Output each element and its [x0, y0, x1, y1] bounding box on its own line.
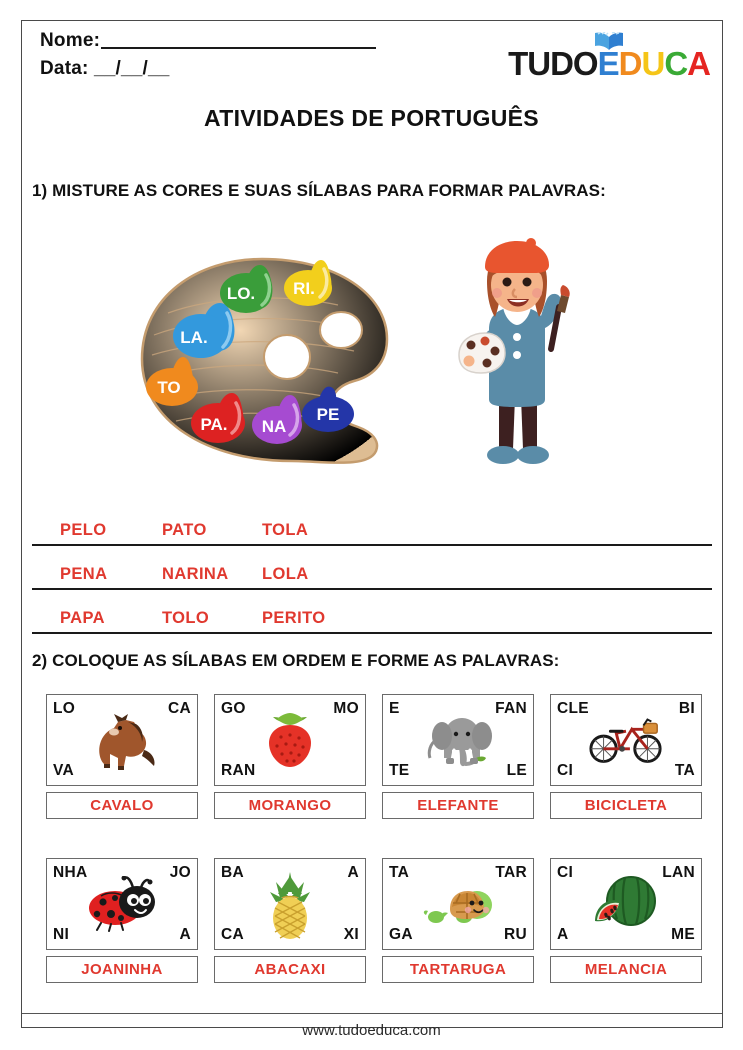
answer-box[interactable]	[214, 792, 366, 819]
syllable-bottom-left: NI	[53, 926, 70, 943]
answer-box[interactable]	[46, 956, 198, 983]
answer-word: PELO	[60, 521, 107, 539]
answer-word: ABACAXI	[254, 961, 326, 978]
syllable-box[interactable]	[46, 694, 198, 786]
answer-word: BICICLETA	[584, 797, 668, 814]
svg-text:LO.: LO.	[226, 284, 256, 303]
syllable-top-left: TA	[389, 864, 410, 881]
logo-text-c: C	[664, 45, 688, 82]
syllable-bottom-right: RU	[504, 926, 527, 943]
girl-artist-image	[447, 237, 587, 482]
answer-box[interactable]	[46, 792, 198, 819]
answer-word: MORANGO	[248, 797, 332, 814]
worksheet-header	[40, 30, 710, 92]
question-1-answer-lines	[32, 502, 712, 634]
footer-divider	[22, 1013, 722, 1014]
girl-beret-pom	[526, 238, 536, 248]
answer-box[interactable]	[382, 792, 534, 819]
logo-text-e: E	[597, 45, 619, 82]
date-field-row	[40, 58, 170, 80]
syllable-bottom-right: LE	[506, 762, 527, 779]
palette-thumb-hole	[264, 335, 310, 379]
answer-box[interactable]	[550, 792, 702, 819]
girl-button-2	[513, 351, 521, 359]
answer-word: NARINA	[162, 565, 229, 583]
syllable-top-right: A	[347, 864, 359, 881]
svg-text:PE: PE	[316, 405, 340, 424]
elephant-icon	[419, 707, 497, 773]
answer-word: TOLA	[262, 521, 309, 539]
svg-text:LA.: LA.	[180, 328, 208, 347]
watermelon-icon	[587, 871, 665, 937]
syllable-top-right: LAN	[662, 864, 695, 881]
syllable-top-left: E	[389, 700, 400, 717]
answer-line-row[interactable]	[32, 590, 712, 634]
girl-svg	[447, 237, 587, 477]
girl-palette-thumb	[464, 356, 475, 367]
answer-box[interactable]	[550, 956, 702, 983]
answer-word: TARTARUGA	[409, 961, 507, 978]
exercise-card[interactable]	[214, 858, 366, 994]
syllable-box[interactable]	[214, 694, 366, 786]
syllable-bottom-right: TA	[674, 762, 695, 779]
exercise-card[interactable]	[382, 694, 534, 830]
page-title: ATIVIDADES DE PORTUGUÊS	[204, 105, 539, 131]
syllable-top-left: CLE	[557, 700, 589, 717]
answer-word: PERITO	[262, 609, 326, 627]
bicycle-icon	[587, 707, 665, 773]
syllable-top-left: GO	[221, 700, 246, 717]
name-label: Nome:	[40, 30, 101, 51]
ladybug-icon	[83, 871, 161, 937]
answer-box[interactable]	[382, 956, 534, 983]
syllable-top-right: BI	[678, 700, 695, 717]
exercise-card[interactable]	[214, 694, 366, 830]
girl-shoe-right	[517, 446, 549, 464]
syllable-bottom-left: TE	[389, 762, 410, 779]
girl-eye-left	[503, 278, 512, 287]
footer-url: www.tudoeduca.com	[302, 1022, 441, 1039]
syllable-top-right: FAN	[495, 700, 527, 717]
date-label: Data:	[40, 58, 89, 79]
exercise-card[interactable]	[46, 858, 198, 994]
logo-text-tudo: TUDO	[508, 45, 598, 82]
horse-icon	[83, 707, 161, 773]
syllable-box[interactable]	[550, 858, 702, 950]
syllable-bottom-left: VA	[53, 762, 74, 779]
answer-box[interactable]	[214, 956, 366, 983]
logo-wordmark	[508, 47, 710, 80]
girl-palette-dot-3	[491, 347, 500, 356]
strawberry-icon	[251, 707, 329, 773]
tudoeduca-logo	[508, 28, 710, 80]
name-blank-line[interactable]	[101, 47, 376, 49]
answer-word: MELANCIA	[584, 961, 668, 978]
syllable-box[interactable]	[382, 694, 534, 786]
name-field-row	[40, 30, 376, 52]
syllable-top-left: CI	[557, 864, 574, 881]
syllable-bottom-right: XI	[343, 926, 359, 943]
pineapple-icon	[251, 871, 329, 937]
answer-word: ELEFANTE	[417, 797, 499, 814]
syllable-top-left: BA	[221, 864, 244, 881]
answer-line-row[interactable]	[32, 502, 712, 546]
syllable-top-right: JO	[169, 864, 191, 881]
answer-word: LOLA	[262, 565, 309, 583]
logo-text-a: A	[687, 45, 710, 82]
question-2-heading: 2) COLOQUE AS SÍLABAS EM ORDEM E FORME AS PALAVRAS:	[32, 651, 560, 670]
answer-word: TOLO	[162, 609, 210, 627]
palette-svg	[132, 247, 402, 472]
girl-eye-right	[523, 278, 532, 287]
girl-palette-dot-1	[467, 341, 476, 350]
svg-text:RI.: RI.	[293, 279, 315, 298]
answer-word: PAPA	[60, 609, 105, 627]
syllable-box[interactable]	[382, 858, 534, 950]
girl-palette-dot-2	[481, 337, 490, 346]
answer-word: PATO	[162, 521, 207, 539]
syllable-top-right: CA	[168, 700, 191, 717]
svg-text:NA: NA	[261, 417, 287, 436]
palette-hole	[320, 312, 362, 348]
paint-palette-image	[132, 247, 402, 477]
logo-text-u: U	[641, 45, 665, 82]
syllable-top-right: MO	[333, 700, 359, 717]
syllable-bottom-left: CA	[221, 926, 244, 943]
girl-cheek-left	[492, 288, 502, 298]
answer-word: JOANINHA	[81, 961, 163, 978]
book-icon	[594, 32, 624, 52]
girl-shoe-left	[487, 446, 519, 464]
svg-text:TO: TO	[157, 378, 181, 397]
exercise-card[interactable]	[382, 858, 534, 994]
exercise-card[interactable]	[550, 694, 702, 830]
answer-line-row[interactable]	[32, 546, 712, 590]
paintbrush-tip	[560, 285, 569, 297]
syllable-box[interactable]	[550, 694, 702, 786]
svg-text:PA.: PA.	[200, 415, 228, 434]
girl-beret	[485, 241, 549, 273]
syllable-bottom-left: RAN	[221, 762, 256, 779]
answer-word: CAVALO	[90, 797, 154, 814]
syllable-bottom-right: A	[179, 926, 191, 943]
date-blanks[interactable]: __/__/__	[94, 58, 170, 79]
question-2-card-grid	[46, 694, 694, 994]
answer-word: PENA	[60, 565, 108, 583]
syllable-bottom-right: ME	[671, 926, 695, 943]
logo-e-with-book	[598, 47, 619, 80]
question-1-illustration	[32, 222, 712, 494]
logo-text-d: D	[618, 45, 642, 82]
syllable-top-left: NHA	[53, 864, 88, 881]
exercise-card[interactable]	[550, 858, 702, 994]
girl-button-1	[513, 333, 521, 341]
syllable-bottom-left: A	[557, 926, 569, 943]
syllable-box[interactable]	[46, 858, 198, 950]
girl-cheek-right	[532, 288, 542, 298]
exercise-card[interactable]	[46, 694, 198, 830]
turtle-icon	[419, 871, 497, 937]
syllable-bottom-left: GA	[389, 926, 413, 943]
syllable-box[interactable]	[214, 858, 366, 950]
girl-palette-dot-4	[483, 359, 492, 368]
syllable-top-left: LO	[53, 700, 76, 717]
syllable-top-right: TAR	[495, 864, 527, 881]
syllable-bottom-left: CI	[557, 762, 574, 779]
question-1-heading: 1) MISTURE AS CORES E SUAS SÍLABAS PARA FORMAR PALAVRAS:	[32, 181, 606, 200]
